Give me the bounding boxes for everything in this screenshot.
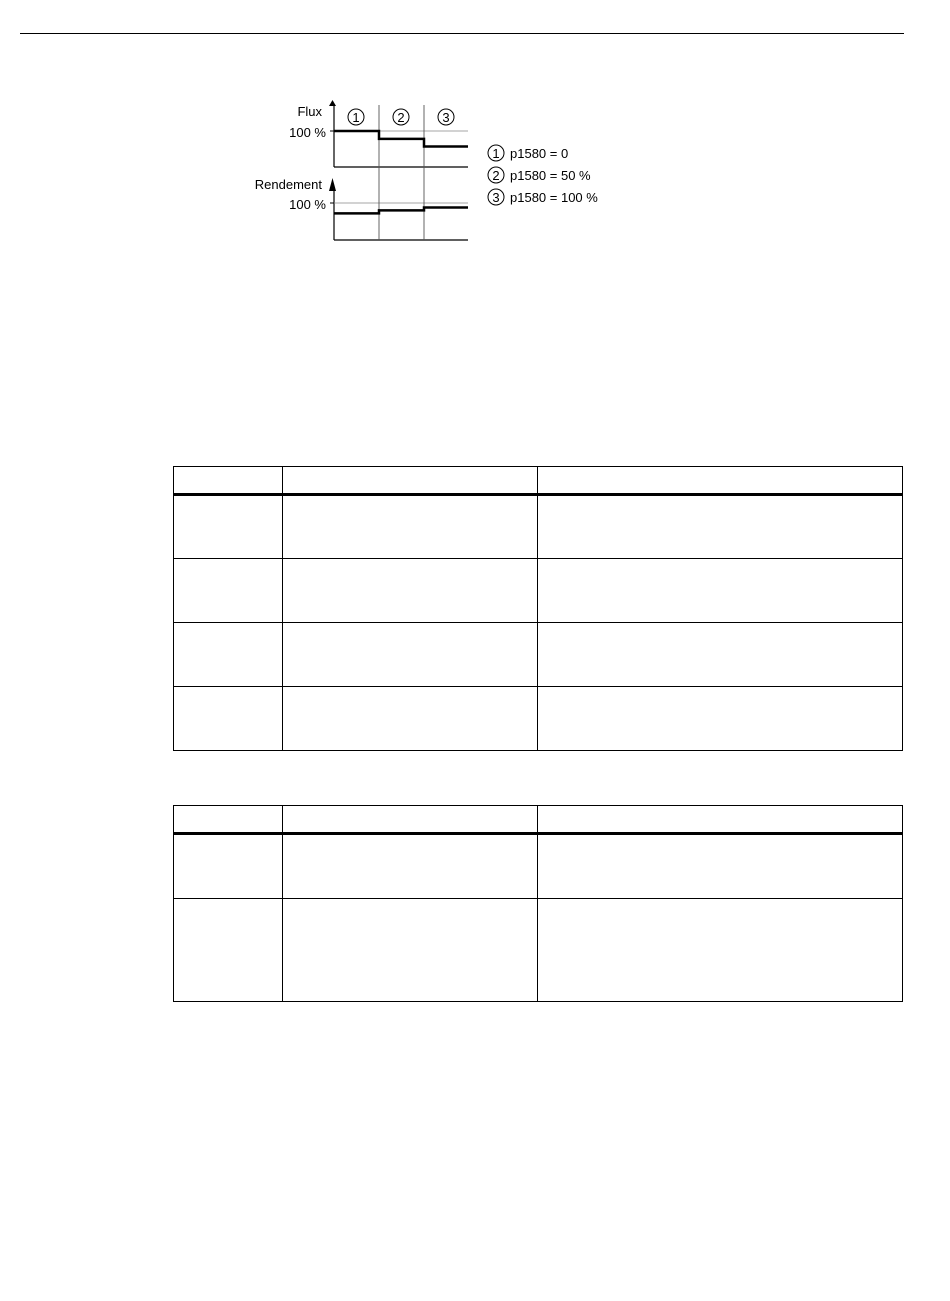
parameter-table-1 — [173, 466, 903, 751]
table-header-row — [174, 806, 903, 834]
table-cell — [538, 899, 903, 1002]
table-cell — [283, 834, 538, 899]
table-cell — [174, 687, 283, 751]
table-cell — [283, 623, 538, 687]
table-row — [174, 495, 903, 559]
table-row — [174, 899, 903, 1002]
table-cell — [283, 495, 538, 559]
legend-marker-3: 3 — [492, 190, 500, 205]
marker-3-label: 3 — [442, 110, 450, 125]
table-cell — [538, 834, 903, 899]
diagram-svg — [240, 100, 640, 250]
table-cell — [283, 899, 538, 1002]
table-header-cell — [283, 467, 538, 495]
table-cell — [174, 623, 283, 687]
table-cell — [283, 687, 538, 751]
legend — [488, 145, 598, 205]
table-row — [174, 559, 903, 623]
table-cell — [283, 559, 538, 623]
table-header-cell — [538, 806, 903, 834]
table-cell — [538, 559, 903, 623]
rendement-label: Rendement — [254, 177, 322, 192]
flux-step-curve — [334, 131, 468, 146]
table-header-cell — [174, 806, 283, 834]
table-cell — [538, 623, 903, 687]
legend-item-3: p1580 = 100 % — [510, 190, 598, 205]
table-cell — [174, 495, 283, 559]
table-header-cell — [538, 467, 903, 495]
page-top-rule — [20, 33, 904, 34]
parameter-table-2 — [173, 805, 903, 1002]
table-cell — [174, 834, 283, 899]
table-header-cell — [174, 467, 283, 495]
table-header-row — [174, 467, 903, 495]
table-row — [174, 834, 903, 899]
flux-label: Flux — [297, 104, 322, 119]
legend-marker-1: 1 — [492, 146, 500, 161]
table-row — [174, 623, 903, 687]
table-cell — [538, 687, 903, 751]
flux-efficiency-diagram — [240, 100, 640, 250]
rendement-axis-arrow — [329, 178, 336, 191]
legend-item-2: p1580 = 50 % — [510, 168, 591, 183]
rendement-step-curve — [334, 207, 468, 213]
marker-1-label: 1 — [352, 110, 360, 125]
table-cell — [174, 899, 283, 1002]
rendement-100-label: 100 % — [289, 197, 326, 212]
flux-axis-arrow — [329, 100, 336, 106]
table-row — [174, 687, 903, 751]
table-cell — [174, 559, 283, 623]
table-cell — [538, 495, 903, 559]
table-header-cell — [283, 806, 538, 834]
legend-item-1: p1580 = 0 — [510, 146, 569, 161]
marker-2-label: 2 — [397, 110, 405, 125]
flux-100-label: 100 % — [289, 125, 326, 140]
legend-marker-2: 2 — [492, 168, 500, 183]
